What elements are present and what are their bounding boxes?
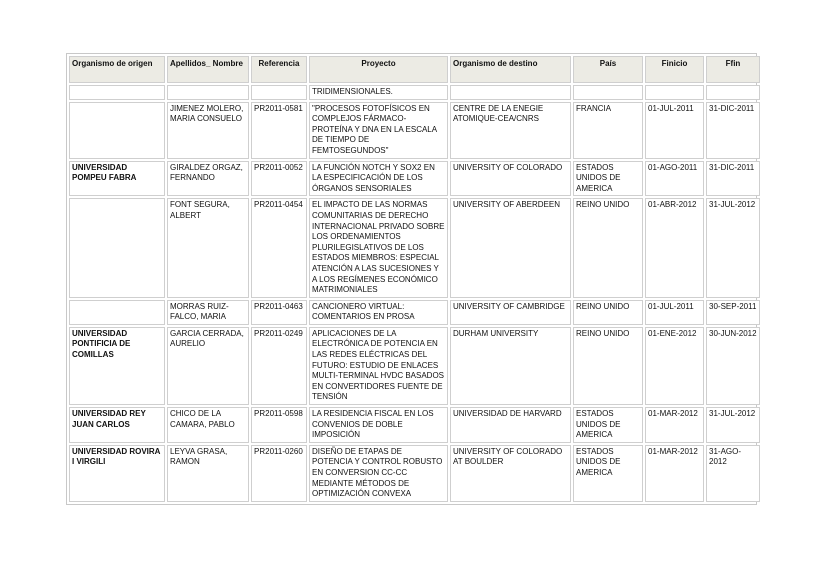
cell-finicio: 01-JUL-2011 xyxy=(645,102,704,159)
table-row xyxy=(69,300,760,325)
cell-referencia: PR2011-0598 xyxy=(251,407,307,443)
cell-pais: ESTADOS UNIDOS DE AMERICA xyxy=(573,161,643,197)
cell-proyecto: CANCIONERO VIRTUAL: COMENTARIOS EN PROSA xyxy=(309,300,448,325)
cell-ffin: 31-JUL-2012 xyxy=(706,407,760,443)
cell-proyecto: EL IMPACTO DE LAS NORMAS COMUNITARIAS DE DERECHO INTERNACIONAL PRIVADO SOBRE LOS ORDENAMIENTOS PLURILEGISLATIVOS DE LOS ESTADOS MIEMBROS: ESPECIAL ATENCIÓN A LAS SUCESIONES Y A LOS REGÍMENES ECONÓMICO MATRIMONIALES xyxy=(309,198,448,297)
cell-pais: REINO UNIDO xyxy=(573,198,643,297)
cell-organismo-destino: UNIVERSITY OF CAMBRIDGE xyxy=(450,300,571,325)
cell-proyecto: LA FUNCIÓN NOTCH Y SOX2 EN LA ESPECIFICACIÓN DE LOS ÓRGANOS SENSORIALES xyxy=(309,161,448,197)
header-organismo-destino: Organismo de destino xyxy=(450,56,571,83)
cell-ffin: 31-JUL-2012 xyxy=(706,198,760,297)
cell-pais xyxy=(573,85,643,100)
cell-proyecto: APLICACIONES DE LA ELECTRÓNICA DE POTENCIA EN LAS REDES ELÉCTRICAS DEL FUTURO: ESTUDIO DE ENLACES MULTI-TERMINAL HVDC BASADOS EN CONVERTIDORES FUENTE DE TENSIÓN xyxy=(309,327,448,405)
cell-organismo-destino: UNIVERSITY OF ABERDEEN xyxy=(450,198,571,297)
cell-pais: REINO UNIDO xyxy=(573,300,643,325)
cell-finicio: 01-MAR-2012 xyxy=(645,445,704,502)
cell-apellidos-nombre: FONT SEGURA, ALBERT xyxy=(167,198,249,297)
cell-ffin: 31-DIC-2011 xyxy=(706,161,760,197)
cell-finicio: 01-ABR-2012 xyxy=(645,198,704,297)
cell-apellidos-nombre: MORRAS RUIZ-FALCO, MARIA xyxy=(167,300,249,325)
cell-organismo-origen: UNIVERSIDAD REY JUAN CARLOS xyxy=(69,407,165,443)
cell-finicio: 01-ENE-2012 xyxy=(645,327,704,405)
cell-ffin: 30-JUN-2012 xyxy=(706,327,760,405)
cell-proyecto: DISEÑO DE ETAPAS DE POTENCIA Y CONTROL ROBUSTO EN CONVERSION CC-CC MEDIANTE MÉTODOS DE OPTIMIZACIÓN CONVEXA xyxy=(309,445,448,502)
cell-organismo-destino xyxy=(450,85,571,100)
cell-apellidos-nombre: LEYVA GRASA, RAMON xyxy=(167,445,249,502)
table-row xyxy=(69,161,760,197)
cell-referencia: PR2011-0581 xyxy=(251,102,307,159)
cell-organismo-destino: UNIVERSITY OF COLORADO xyxy=(450,161,571,197)
cell-organismo-destino: DURHAM UNIVERSITY xyxy=(450,327,571,405)
header-ffin: Ffin xyxy=(706,56,760,83)
cell-referencia: PR2011-0463 xyxy=(251,300,307,325)
cell-apellidos-nombre: GARCIA CERRADA, AURELIO xyxy=(167,327,249,405)
cell-finicio: 01-AGO-2011 xyxy=(645,161,704,197)
cell-pais: FRANCIA xyxy=(573,102,643,159)
table-row xyxy=(69,407,760,443)
cell-finicio xyxy=(645,85,704,100)
table-row xyxy=(69,327,760,405)
cell-ffin: 31-DIC-2011 xyxy=(706,102,760,159)
cell-organismo-destino: UNIVERSIDAD DE HARVARD xyxy=(450,407,571,443)
cell-pais: ESTADOS UNIDOS DE AMERICA xyxy=(573,407,643,443)
cell-proyecto: LA RESIDENCIA FISCAL EN LOS CONVENIOS DE DOBLE IMPOSICIÓN xyxy=(309,407,448,443)
cell-organismo-origen xyxy=(69,300,165,325)
cell-referencia: PR2011-0249 xyxy=(251,327,307,405)
header-pais: País xyxy=(573,56,643,83)
header-referencia: Referencia xyxy=(251,56,307,83)
cell-proyecto: TRIDIMENSIONALES. xyxy=(309,85,448,100)
header-apellidos-nombre: Apellidos_ Nombre xyxy=(167,56,249,83)
header-proyecto: Proyecto xyxy=(309,56,448,83)
cell-apellidos-nombre xyxy=(167,85,249,100)
table-row xyxy=(69,85,760,100)
table-row xyxy=(69,445,760,502)
data-table-container xyxy=(66,53,757,505)
cell-finicio: 01-JUL-2011 xyxy=(645,300,704,325)
table-header-row xyxy=(69,56,760,83)
cell-organismo-destino: UNIVERSITY OF COLORADO AT BOULDER xyxy=(450,445,571,502)
cell-pais: ESTADOS UNIDOS DE AMERICA xyxy=(573,445,643,502)
grants-table xyxy=(67,54,762,504)
table-row xyxy=(69,102,760,159)
cell-referencia: PR2011-0052 xyxy=(251,161,307,197)
header-organismo-origen: Organismo de origen xyxy=(69,56,165,83)
cell-organismo-origen: UNIVERSIDAD ROVIRA I VIRGILI xyxy=(69,445,165,502)
cell-apellidos-nombre: CHICO DE LA CAMARA, PABLO xyxy=(167,407,249,443)
cell-organismo-origen: UNIVERSIDAD PONTIFICIA DE COMILLAS xyxy=(69,327,165,405)
cell-finicio: 01-MAR-2012 xyxy=(645,407,704,443)
cell-proyecto: "PROCESOS FOTOFÍSICOS EN COMPLEJOS FÁRMACO-PROTEÍNA Y DNA EN LA ESCALA DE TIEMPO DE FEMTOSEGUNDOS" xyxy=(309,102,448,159)
cell-pais: REINO UNIDO xyxy=(573,327,643,405)
cell-apellidos-nombre: JIMENEZ MOLERO, MARIA CONSUELO xyxy=(167,102,249,159)
cell-referencia: PR2011-0260 xyxy=(251,445,307,502)
cell-organismo-destino: CENTRE DE LA ENEGIE ATOMIQUE-CEA/CNRS xyxy=(450,102,571,159)
cell-ffin: 31-AGO-2012 xyxy=(706,445,760,502)
cell-apellidos-nombre: GIRALDEZ ORGAZ, FERNANDO xyxy=(167,161,249,197)
cell-organismo-origen xyxy=(69,198,165,297)
cell-organismo-origen xyxy=(69,85,165,100)
cell-referencia: PR2011-0454 xyxy=(251,198,307,297)
cell-ffin xyxy=(706,85,760,100)
table-row xyxy=(69,198,760,297)
cell-organismo-origen xyxy=(69,102,165,159)
cell-referencia xyxy=(251,85,307,100)
cell-organismo-origen: UNIVERSIDAD POMPEU FABRA xyxy=(69,161,165,197)
cell-ffin: 30-SEP-2011 xyxy=(706,300,760,325)
header-finicio: Finicio xyxy=(645,56,704,83)
